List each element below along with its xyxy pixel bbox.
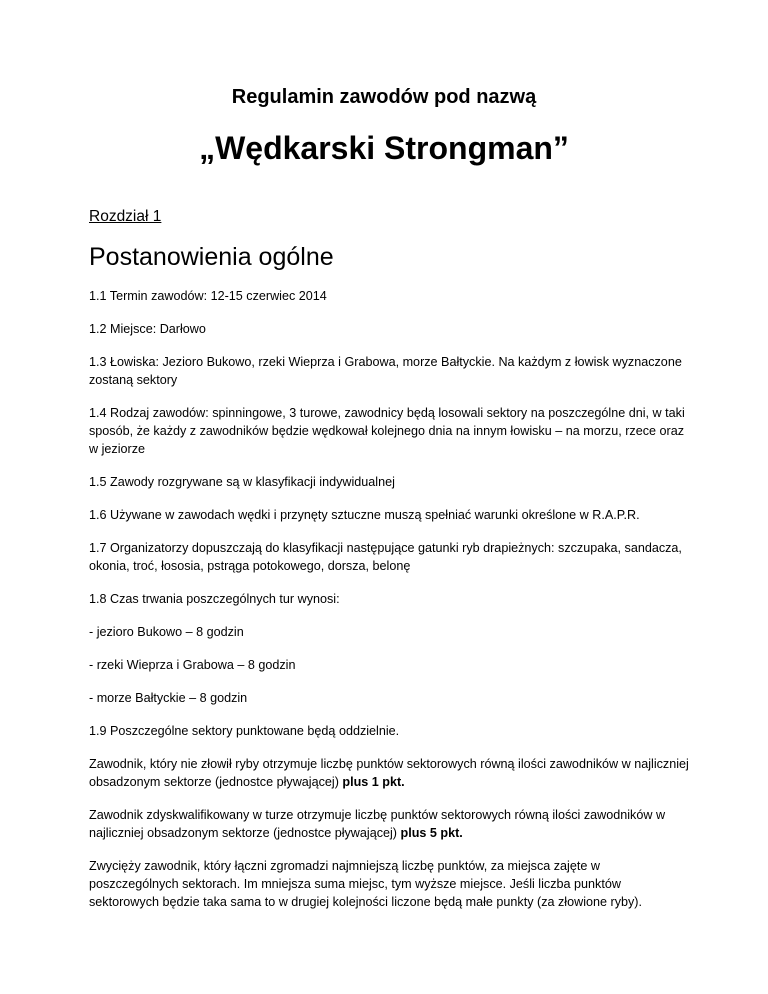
section-heading: Postanowienia ogólne (89, 243, 334, 271)
paragraph-1-4: 1.4 Rodzaj zawodów: spinningowe, 3 turowe, zawodnicy będą losowali sektory na poszczególne dni, w taki sposób, że każdy z zawodników będzie wędkował kolejnego dnia na innym łowisku – na morzu, rzece oraz w jeziorze (89, 406, 685, 456)
paragraph-1-2: 1.2 Miejsce: Darłowo (89, 322, 206, 336)
disqualification-rule-points: plus 5 pkt. (400, 826, 463, 840)
paragraph-1-7: 1.7 Organizatorzy dopuszczają do klasyfikacji następujące gatunki ryb drapieżnych: szczupaka, sandacza, okonia, troć, łososia, pstrąga potokowego, dorsza, belonę (89, 541, 682, 573)
winner-rule: Zwycięży zawodnik, który łączni zgromadzi najmniejszą liczbę punktów, za miejsca zajęte w poszczególnych sektorach. Im mniejsza suma miejsc, tym wyższe miejsce. Jeśli liczba punktów sektorowych będzie taka sama to w drugiej kolejności liczone będą małe punkty (za złowione ryby). (89, 859, 642, 909)
chapter-label: Rozdział 1 (89, 208, 162, 225)
paragraph-1-3: 1.3 Łowiska: Jezioro Bukowo, rzeki Wieprza i Grabowa, morze Bałtyckie. Na każdym z łowisk wyznaczone zostaną sektory (89, 355, 682, 387)
document-body (89, 287, 689, 926)
paragraph-1-1: 1.1 Termin zawodów: 12-15 czerwiec 2014 (89, 289, 327, 303)
disqualification-rule (89, 806, 689, 842)
paragraph-1-8: 1.8 Czas trwania poszczególnych tur wynosi: (89, 592, 340, 606)
no-fish-rule (89, 755, 689, 791)
no-fish-rule-points: plus 1 pkt. (342, 775, 405, 789)
document-title: „Wędkarski Strongman” (199, 130, 569, 166)
list-item: - rzeki Wieprza i Grabowa – 8 godzin (89, 658, 296, 672)
list-item: - jezioro Bukowo – 8 godzin (89, 625, 244, 639)
no-fish-rule-text: Zawodnik, który nie złowił ryby otrzymuje liczbę punktów sektorowych równą ilości zawodników w najliczniej obsadzonym sektorze (jednostce pływającej) (89, 757, 689, 789)
disqualification-rule-text: Zawodnik zdyskwalifikowany w turze otrzymuje liczbę punktów sektorowych równą ilości zawodników w najliczniej obsadzonym sektorze (jednostce pływającej) (89, 808, 666, 840)
paragraph-1-5: 1.5 Zawody rozgrywane są w klasyfikacji indywidualnej (89, 475, 395, 489)
document-subtitle: Regulamin zawodów pod nazwą (231, 86, 537, 108)
list-item: - morze Bałtyckie – 8 godzin (89, 691, 248, 705)
paragraph-1-6: 1.6 Używane w zawodach wędki i przynęty sztuczne muszą spełniać warunki określone w R.A.P.R. (89, 508, 640, 522)
paragraph-1-9: 1.9 Poszczególne sektory punktowane będą oddzielnie. (89, 724, 400, 738)
